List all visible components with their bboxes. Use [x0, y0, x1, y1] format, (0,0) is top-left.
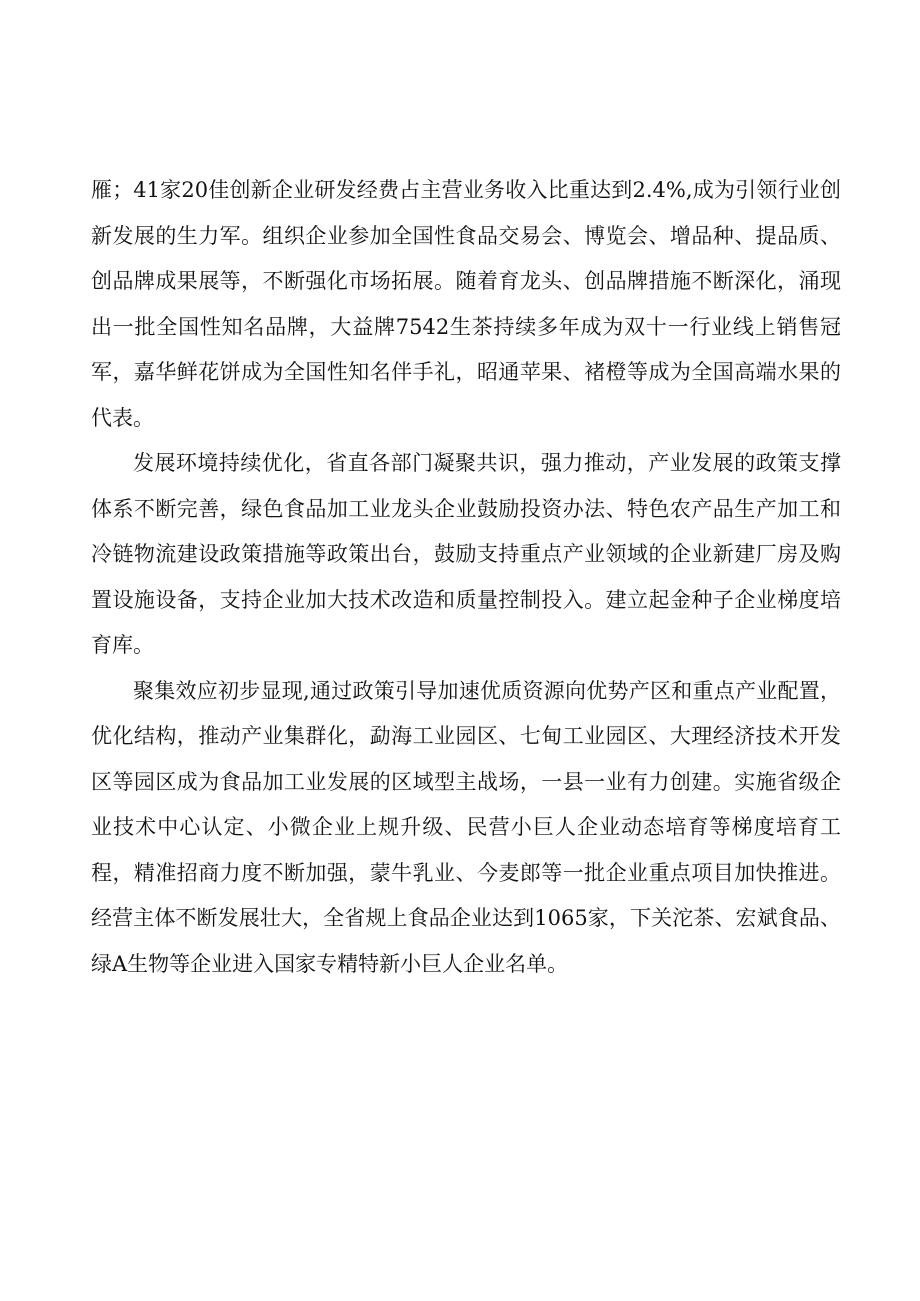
paragraph-cluster-effect: 聚集效应初步显现,通过政策引导加速优质资源向优势产区和重点产业配置，优化结构，推动产业集群化，勐海工业园区、七甸工业园区、大理经济技术开发区等园区成为食品加工业发展的区域型主战场，一县一业有力创建。实施省级企业技术中心认定、小微企业上规升级、民营小巨人企业动态培育等梯度培育工程，精准招商力度不断加强，蒙牛乳业、今麦郎等一批企业重点项目加快推进。经营主体不断发展壮大，全省规上食品企业达到1065家，下关沱茶、宏斌食品、绿A生物等企业进入国家专精特新小巨人企业名单。 [91, 678, 841, 976]
paragraph-development-environment: 发展环境持续优化，省直各部门凝聚共识，强力推动，产业发展的政策支撑体系不断完善，绿色食品加工业龙头企业鼓励投资办法、特色农产品生产加工和冷链物流建设政策措施等政策出台，鼓励支持重点产业领域的企业新建厂房及购置设施设备，支持企业加大技术改造和质量控制投入。建立起金种子企业梯度培育库。 [91, 451, 841, 657]
document-body [91, 168, 841, 987]
paragraph-continued: 雁；41家20佳创新企业研发经费占主营业务收入比重达到2.4%,成为引领行业创新发展的生力军。组织企业参加全国性食品交易会、博览会、增品种、提品质、创品牌成果展等，不断强化市场拓展。随着育龙头、创品牌措施不断深化，涌现出一批全国性知名品牌，大益牌7542生茶持续多年成为双十一行业线上销售冠军，嘉华鲜花饼成为全国性知名伴手礼，昭通苹果、褚橙等成为全国高端水果的代表。 [91, 178, 841, 430]
